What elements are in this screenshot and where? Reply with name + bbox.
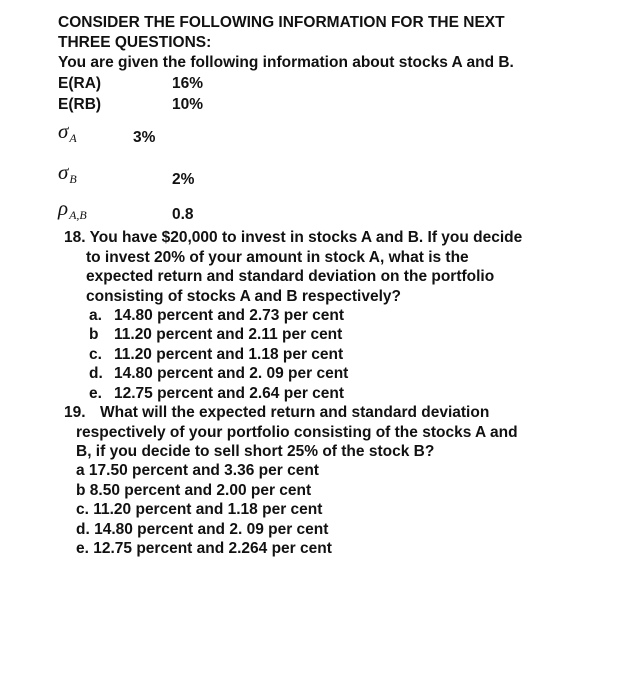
q18-option-a-letter: a.: [89, 307, 102, 324]
q18-option-c-letter: c.: [89, 346, 102, 363]
q19-option-c: c. 11.20 percent and 1.18 per cent: [76, 501, 323, 518]
q18-text-line-4: consisting of stocks A and B respectively?: [86, 288, 401, 305]
sigma-b-value: 2%: [172, 171, 195, 188]
q19-option-a: a 17.50 percent and 3.36 per cent: [76, 462, 319, 479]
q19-option-e: e. 12.75 percent and 2.264 per cent: [76, 540, 332, 557]
q19-option-b: b 8.50 percent and 2.00 per cent: [76, 482, 312, 499]
q18-text-line-3: expected return and standard deviation on the portfolio: [86, 268, 495, 285]
sigma-a-value: 3%: [133, 129, 156, 146]
rho-ab-symbol: $\rho_{A,B}$: [58, 196, 87, 222]
erb-value: 10%: [172, 96, 204, 113]
q19-number: 19.: [64, 404, 86, 421]
q18-option-d-letter: d.: [89, 365, 103, 382]
sigma-b-symbol: $\sigma_B$: [58, 160, 77, 186]
q18-option-b-letter: b: [89, 326, 99, 343]
sigma-a-symbol: $\sigma_A$: [58, 119, 77, 145]
q18-option-d-text: 14.80 percent and 2. 09 per cent: [114, 365, 349, 382]
q18-text-line-2: to invest 20% of your amount in stock A, what is the: [86, 249, 469, 266]
q19-text-line-2: respectively of your portfolio consisting of the stocks A and: [76, 424, 518, 441]
rho-ab-value: 0.8: [172, 206, 194, 223]
intro-heading-line-1: CONSIDER THE FOLLOWING INFORMATION FOR THE NEXT: [58, 14, 505, 31]
erb-label: E(RB): [58, 96, 102, 113]
q19-text-line-1: What will the expected return and standard deviation: [100, 404, 490, 421]
intro-heading-line-2: THREE QUESTIONS:: [58, 34, 212, 51]
era-label: E(RA): [58, 75, 102, 92]
era-value: 16%: [172, 75, 204, 92]
q18-text-line-1: 18. You have $20,000 to invest in stocks A and B. If you decide: [64, 229, 523, 246]
q19-text-line-3: B, if you decide to sell short 25% of the stock B?: [76, 443, 435, 460]
q19-option-d: d. 14.80 percent and 2. 09 per cent: [76, 521, 329, 538]
intro-text: You are given the following information about stocks A and B.: [58, 54, 514, 71]
q18-option-e-letter: e.: [89, 385, 102, 402]
q18-option-e-text: 12.75 percent and 2.64 per cent: [114, 385, 345, 402]
q18-option-a-text: 14.80 percent and 2.73 per cent: [114, 307, 345, 324]
q18-option-c-text: 11.20 percent and 1.18 per cent: [114, 346, 344, 363]
q18-option-b-text: 11.20 percent and 2.11 per cent: [114, 326, 343, 343]
